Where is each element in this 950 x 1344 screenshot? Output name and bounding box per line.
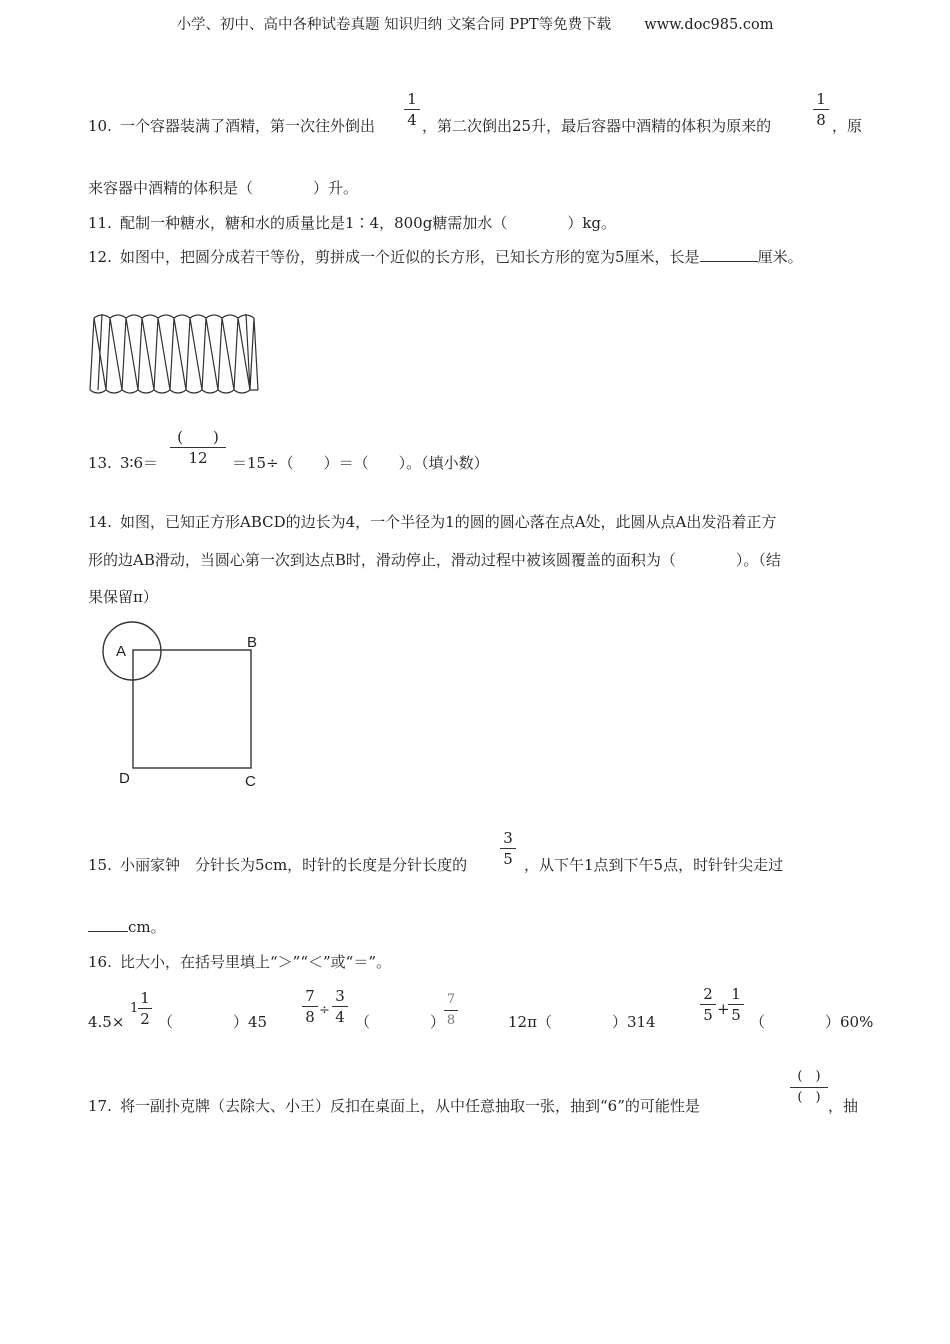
label-c: C bbox=[245, 773, 256, 790]
question-text: 配制一种糖水，糖和水的质量比是1∶4，800g糖需加水（ ）kg。 bbox=[120, 214, 617, 232]
fraction: 2 5 bbox=[700, 985, 716, 1024]
square-circle-figure bbox=[95, 615, 275, 795]
page-header bbox=[0, 13, 950, 34]
question-number: 15. bbox=[88, 856, 112, 874]
question-text: 形的边AB滑动，当圆心第一次到达点B时，滑动停止，滑动过程中被该圆覆盖的面积为（ ）。（结 bbox=[88, 551, 781, 569]
divide-sign: ÷ bbox=[319, 1003, 330, 1018]
fraction: 1 5 bbox=[728, 985, 744, 1024]
question-number: 10. bbox=[88, 117, 112, 135]
question-text: cm。 bbox=[88, 917, 166, 937]
compare-item-1-tail: （ ）45 bbox=[158, 1013, 268, 1031]
sector-rectangle-figure bbox=[84, 310, 264, 396]
fraction: 1 4 bbox=[404, 90, 420, 129]
label-b: B bbox=[247, 634, 258, 651]
question-text: 如图，已知正方形ABCD的边长为4，一个半径为1的圆的圆心落在点A处，此圆从点A出发沿着正方 bbox=[120, 513, 777, 531]
compare-item-2-blank: （ ） bbox=[355, 1013, 446, 1031]
question-text: ，从下午1点到下午5点，时针针尖走过 bbox=[524, 856, 784, 874]
fraction: 3 4 bbox=[332, 987, 348, 1026]
question-number: 16. bbox=[88, 953, 112, 971]
question-number: 12. bbox=[88, 248, 112, 266]
circle-at-a bbox=[103, 622, 161, 680]
compare-item-4-tail: （ ）60% bbox=[750, 1013, 874, 1031]
fraction: 7 8 bbox=[302, 987, 318, 1026]
mixed-whole: 1 bbox=[130, 1001, 139, 1016]
fraction: 3 5 bbox=[500, 829, 516, 868]
question-text: 果保留π） bbox=[88, 588, 158, 606]
question-text: 比大小，在括号里填上“＞”“＜”或“＝”。 bbox=[120, 953, 392, 971]
header-title: 小学、初中、高中各种试卷真题 知识归纳 文案合同 PPT等免费下载 bbox=[176, 17, 612, 33]
question-text: 来容器中酒精的体积是（ ）升。 bbox=[88, 179, 359, 197]
question-number: 13. bbox=[88, 454, 112, 472]
question-number: 17. bbox=[88, 1097, 112, 1115]
fraction: ( ) 12 bbox=[170, 428, 226, 467]
question-text: ，原 bbox=[832, 117, 863, 135]
plus-sign: + bbox=[717, 1000, 730, 1018]
question-text: ，抽 bbox=[828, 1097, 859, 1115]
label-a: A bbox=[116, 643, 127, 660]
question-text: 一个容器装满了酒精，第一次往外倒出 bbox=[120, 117, 376, 135]
fraction: ( ) ( ) bbox=[790, 1068, 828, 1107]
question-number: 14. bbox=[88, 513, 112, 531]
question-number: 11. bbox=[88, 214, 112, 232]
question-text: ＝15÷（ ）＝（ ）。（填小数） bbox=[232, 454, 489, 472]
question-text: 小丽家钟 分针长为5cm，时针的长度是分针长度的 bbox=[120, 856, 468, 874]
fraction: 1 8 bbox=[813, 90, 829, 129]
question-text: ，第二次倒出25升，最后容器中酒精的体积为原来的 bbox=[422, 117, 772, 135]
question-text: 3∶6＝ bbox=[120, 454, 158, 472]
fraction: 1 2 bbox=[138, 989, 152, 1028]
square-abcd bbox=[133, 650, 251, 768]
question-text: 将一副扑克牌（去除大、小王）反扣在桌面上，从中任意抽取一张，抽到“6”的可能性是 bbox=[120, 1097, 700, 1115]
header-site: www.doc985.com bbox=[644, 17, 774, 33]
compare-item-3: 12π（ ）314 bbox=[508, 1013, 656, 1031]
compare-item-1-lead: 4.5× bbox=[88, 1013, 125, 1031]
question-text: 如图中，把圆分成若干等份，剪拼成一个近似的长方形，已知长方形的宽为5厘米，长是 厘米。 bbox=[120, 248, 803, 266]
label-d: D bbox=[119, 770, 130, 787]
fraction: 7 8 bbox=[444, 991, 458, 1030]
